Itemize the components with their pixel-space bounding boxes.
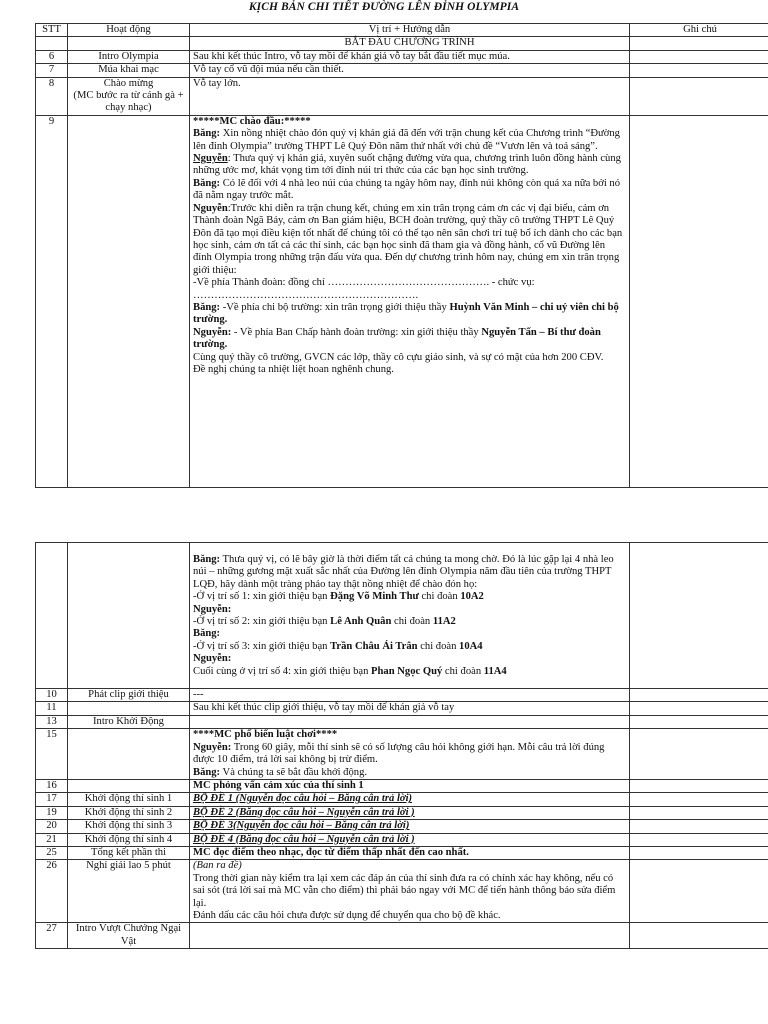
class-name: 10A4 [459, 640, 483, 652]
speech-text: - Về phía Ban Chấp hành đoàn trường: xin giới thiệu thầy [231, 326, 482, 338]
row-stt: 27 [36, 923, 68, 949]
row-activity: Intro Olympia [68, 50, 190, 63]
question-set: BỘ ĐỀ 2 (Băng đọc câu hỏi – Nguyễn cân trả lời ) [193, 806, 415, 818]
speech-text: -Ở vị trí số 3: xin giới thiệu bạn [193, 640, 331, 652]
guest-name: Huỳnh Văn Minh – chi uỷ viên chi bộ trường. [193, 301, 619, 326]
activity-label: Chào mừng [103, 77, 154, 89]
speech-text: -Ở vị trí số 1: xin giới thiệu bạn [193, 591, 331, 603]
speaker-label: Nguyễn: [193, 653, 232, 665]
speaker-label: Băng: [193, 628, 221, 640]
row-note [630, 846, 768, 859]
row-content: Vỗ tay cổ vũ đội múa nếu cần thiết. [190, 64, 630, 77]
class-name: 10A2 [460, 591, 484, 603]
row-activity [68, 702, 190, 715]
row-content: --- [190, 689, 630, 702]
question-set: BỘ ĐỀ 1 (Nguyễn đọc câu hỏi – Băng cân trả lời) [193, 793, 413, 805]
speech-text: chi đoàn [391, 616, 433, 628]
row-content [190, 806, 630, 819]
question-set: BỘ ĐỀ 4 (Băng đọc câu hỏi – Nguyễn cân trả lời ) [193, 833, 415, 845]
contestant-name: Phan Ngọc Quý [371, 665, 443, 677]
row-note [630, 689, 768, 702]
activity-note: (MC bước ra từ cánh gà + chạy nhạc) [73, 90, 184, 114]
speech-text: Đề nghị chúng ta nhiệt liệt hoan nghênh chung. [193, 363, 394, 375]
row-stt: 21 [36, 833, 68, 846]
speaker-label: Băng: [193, 766, 221, 778]
row-stt: 7 [36, 64, 68, 77]
row-note [630, 543, 768, 689]
table-row [36, 689, 768, 702]
row-note [630, 77, 768, 115]
script-table-page-1 [35, 23, 768, 488]
contestant-name: Trần Châu Ái Trân [330, 640, 418, 652]
row-content [190, 729, 630, 780]
document-title: KỊCH BẢN CHI TIẾT ĐƯỜNG LÊN ĐỈNH OLYMPIA [248, 1, 520, 13]
speaker-label: Nguyễn [193, 202, 228, 214]
row-activity [68, 729, 190, 780]
row-content: Sau khi kết thúc clip giới thiệu, vỗ tay mồi để khán giả vỗ tay [190, 702, 630, 715]
speaker-label: Băng: [193, 301, 221, 313]
row-note [630, 50, 768, 63]
row-activity: Khởi động thí sinh 4 [68, 833, 190, 846]
row-stt: 20 [36, 820, 68, 833]
speaker-label: Băng: [193, 554, 221, 565]
speech-text: :Trước khi diễn ra trận chung kết, chúng em xin trân trọng cảm ơn các vị đại biểu, cảm ơn Thành đoàn Ngã Bảy, cảm ơn Ban giám hiệu, BCH đoàn trường, quý thầy cô trường THPT Lê Quý Đôn đã tạo mọi điều kiện tốt nhất để chúng tôi có thể tạo nên sân chơi trí tuệ bổ ích dành cho các bạn học sinh, cảm ơn tất cả các thí sinh, các bạn học sinh đã tham gia và đồng hành, cổ vũ Đường lên đỉnh Olympia trong những trận đấu vừa qua. Đến dự chương trình hôm nay, chúng em xin trân trọng giới thiệu: [193, 202, 623, 276]
row-activity: Khởi động thí sinh 3 [68, 820, 190, 833]
table-row [36, 820, 768, 833]
row-stt: 15 [36, 729, 68, 780]
contestant-name: Đặng Võ Minh Thư [330, 591, 419, 603]
speech-text: : Thưa quý vị khán giả, xuyên suốt chặng đường vừa qua, chương trình luôn đồng hành cùng những ước mơ, khát vọng tìm tới đỉnh núi tri thức của các bạn học sinh trường. [193, 153, 621, 177]
row-note [630, 833, 768, 846]
class-name: 11A4 [483, 665, 507, 677]
table-row [36, 793, 768, 806]
row-activity [68, 543, 190, 689]
speech-text: Thưa quý vị, có lẽ bây giờ là thời điểm tất cả chúng ta mong chờ. Đó là lúc gặp lại 4 nhà leo núi – những gương mặt xuất sắc nhất của Đường lên đỉnh Olympia năm đầu tiên của trường THPT LQĐ, hãy dành một tràng pháo tay thật nồng nhiệt để chào đón họ: [193, 554, 614, 590]
speech-text: Trong 60 giây, mỗi thí sinh sẽ có số lượng câu hỏi không giới hạn. Mỗi câu trả lời đúng được 10 điểm, trả lời sai không bị trừ điểm. [193, 741, 605, 766]
row-content [190, 846, 630, 859]
row-content [190, 833, 630, 846]
speech-text: -Về phía chi bộ trường: xin trân trọng giới thiệu thầy [220, 301, 450, 313]
row-stt [36, 543, 68, 689]
row-content: Sau khi kết thúc Intro, vỗ tay mồi để khán giả vỗ tay bắt đầu tiết mục múa. [190, 50, 630, 63]
header-position: Vị trí + Hướng dẫn [190, 24, 630, 37]
row-stt: 25 [36, 846, 68, 859]
section-row [36, 37, 768, 50]
speech-text: Xin nồng nhiệt chào đón quý vị khán giả đã đến với trận chung kết của Chương trình “Đường lên đỉnh Olympia” trường THPT Lê Quý Đôn năm thứ nhất với chủ đề “Vươn lên và toả sáng”. [193, 128, 620, 152]
row-stt: 8 [36, 77, 68, 115]
mc-instruction: MC phỏng vấn cảm xúc của thí sinh 1 [193, 779, 364, 791]
row-stt: 9 [36, 115, 68, 487]
contestant-name: Lê Anh Quân [330, 616, 392, 628]
row-note [630, 779, 768, 792]
speech-text: chi đoàn [417, 640, 460, 652]
speech-text: Cuối cùng ở vị trí số 4: xin giới thiệu bạn [193, 665, 372, 677]
speech-text: chi đoàn [418, 591, 461, 603]
row-note [630, 793, 768, 806]
table-row [36, 115, 768, 487]
row-stt: 26 [36, 860, 68, 923]
row-note [630, 715, 768, 728]
row-stt: 10 [36, 689, 68, 702]
header-activity: Hoạt động [68, 24, 190, 37]
row-content [190, 923, 630, 949]
table-header-row [36, 24, 768, 37]
table-row [36, 64, 768, 77]
row-content [190, 543, 630, 689]
speech-text: chi đoàn [442, 665, 484, 677]
table-row [36, 779, 768, 792]
row-stt: 17 [36, 793, 68, 806]
row-activity [68, 115, 190, 487]
speech-text: Cùng quý thầy cô trường, GVCN các lớp, thầy cô cựu giáo sinh, và sự có mặt của hơn 200 CĐV. [193, 351, 604, 363]
row-content [190, 793, 630, 806]
row-activity: Khởi động thí sinh 1 [68, 793, 190, 806]
table-row [36, 715, 768, 728]
row-note [630, 820, 768, 833]
speaker-label: Băng: [193, 177, 221, 189]
row-activity: Khởi động thí sinh 2 [68, 806, 190, 819]
row-content [190, 115, 630, 487]
row-note [630, 806, 768, 819]
row-content [190, 820, 630, 833]
row-activity: Intro Vượt Chướng Ngại Vật [68, 923, 190, 949]
row-note [630, 860, 768, 923]
table-row [36, 729, 768, 780]
question-set: BỘ ĐỀ 3(Nguyễn đọc câu hỏi – Băng cân trả lời) [193, 820, 410, 832]
speaker-label: Băng: [193, 128, 221, 140]
speech-text: -Về phía Thành đoàn: đồng chí ………………………………………. - chức vụ: ………………………………………………………. [193, 277, 535, 301]
speaker-label: Nguyễn [193, 153, 228, 165]
table-row [36, 846, 768, 859]
class-name: 11A2 [432, 616, 456, 628]
table-row [36, 833, 768, 846]
guest-name: Nguyễn Tấn – Bí thư đoàn trường. [193, 326, 601, 351]
row-stt: 13 [36, 715, 68, 728]
speaker-label: Nguyễn: [193, 326, 232, 338]
row-activity: Múa khai mạc [68, 64, 190, 77]
row-stt: 19 [36, 806, 68, 819]
table-row [36, 860, 768, 923]
row-note [630, 923, 768, 949]
speaker-label: Nguyễn: [193, 603, 232, 615]
instruction-text: Trong thời gian này kiểm tra lại xem các đáp án của thí sinh đưa ra có chính xác hay không, nếu có sai sót (trả lời sai mà MC vẫn cho điểm) thì phải báo ngay với MC để tiến hành thông báo sửa điểm lại. [193, 872, 616, 909]
row-activity [68, 779, 190, 792]
table-row [36, 923, 768, 949]
table-row [36, 50, 768, 63]
row-note [630, 729, 768, 780]
header-stt: STT [36, 24, 68, 37]
row-note [630, 115, 768, 487]
speech-text: Có lẽ đối với 4 nhà leo núi của chúng ta ngày hôm nay, đỉnh núi không còn quá xa nữa bởi nó đã nằm ngay trước mắt. [193, 177, 621, 202]
header-note: Ghi chú [630, 24, 768, 37]
table-row [36, 543, 768, 689]
mc-instruction: MC đọc điểm theo nhạc, đọc từ điểm thấp nhất đến cao nhất. [193, 846, 469, 858]
instruction-text: Đánh dấu các câu hỏi chưa được sử dụng để chuyển qua cho bộ đề khác. [193, 909, 501, 921]
speech-text: -Ở vị trí số 2: xin giới thiệu bạn [193, 616, 331, 628]
mc-heading: *****MC chào đầu:***** [193, 115, 311, 127]
row-activity: Tổng kết phần thi [68, 846, 190, 859]
row-activity: Nghỉ giải lao 5 phút [68, 860, 190, 923]
row-content [190, 860, 630, 923]
table-row [36, 77, 768, 115]
row-note [630, 64, 768, 77]
row-activity: Phát clip giới thiệu [68, 689, 190, 702]
speaker-label: Nguyễn: [193, 741, 232, 753]
row-stt: 6 [36, 50, 68, 63]
row-content [190, 715, 630, 728]
row-content: Vỗ tay lớn. [190, 77, 630, 115]
row-note [630, 702, 768, 715]
section-start-label: BẮT ĐẦU CHƯƠNG TRÌNH [190, 37, 630, 50]
script-table-page-2 [35, 542, 768, 949]
mc-heading: ****MC phổ biến luật chơi**** [193, 729, 338, 741]
table-row [36, 806, 768, 819]
speech-text: Và chúng ta sẽ bắt đầu khởi động. [220, 766, 368, 778]
row-activity [68, 77, 190, 115]
italic-note: (Ban ra đề) [193, 860, 242, 872]
row-activity: Intro Khởi Động [68, 715, 190, 728]
row-stt: 11 [36, 702, 68, 715]
row-content [190, 779, 630, 792]
row-stt: 16 [36, 779, 68, 792]
table-row [36, 702, 768, 715]
